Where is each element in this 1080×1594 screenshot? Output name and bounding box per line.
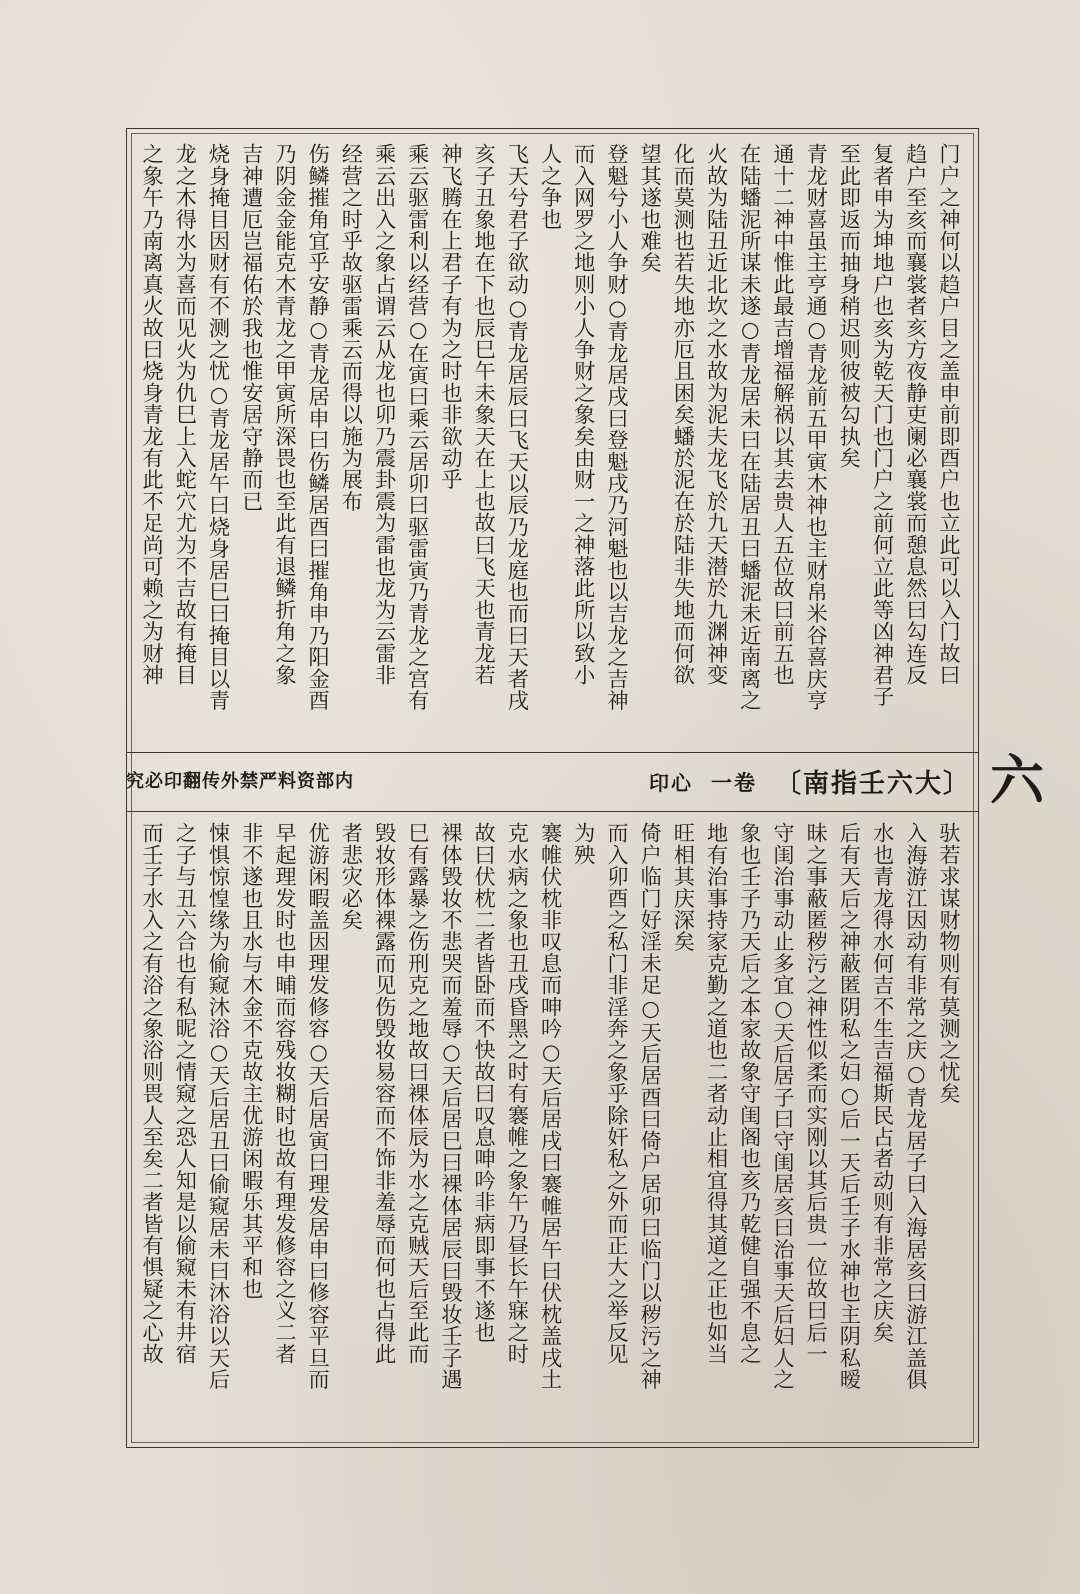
text-column: 神飞腾在上君子有为之时也非欲动乎 [438, 143, 464, 491]
text-column: 亥子丑象地在下也辰巳午未象天在上也故曰飞天也青龙若 [472, 143, 498, 686]
text-column: 火故为陆丑近北坎之水故为泥夫龙飞於九天潜於九渊神变 [704, 143, 730, 686]
xinyin-label: 印心 [648, 771, 693, 795]
text-column: 至此即返而抽身稍迟则彼被勾执矣 [837, 143, 863, 469]
text-column: 青龙财喜虽主亨通○青龙前五甲寅木神也主财帛米谷喜庆亨 [804, 143, 830, 711]
text-column: 优游闲暇盖因理发修容○天后居寅曰理发居申曰修容平旦而 [306, 822, 332, 1390]
text-column: 乘云驱雷利以经营○在寅曰乘云居卯曰驱雷寅乃青龙之宫有 [405, 143, 431, 711]
text-column: 守闺治事动止多宜○天后居子曰守闺居亥曰治事天后妇人之 [770, 822, 796, 1390]
text-column: 褰帷伏枕非叹息而呻吟○天后居戌曰褰帷居午曰伏枕盖戌土 [538, 822, 564, 1390]
text-column: 登魁兮小人争财○青龙居戌曰登魁戌乃河魁也以吉龙之吉神 [604, 143, 630, 711]
text-column: 通十二神中惟此最吉增福解祸以其去贵人五位故曰前五也 [770, 143, 796, 686]
text-column: 之子与丑六合也有私昵之情窥之恐人知是以偷窥未有井宿 [173, 822, 199, 1365]
text-column: 故曰伏枕二者皆卧而不快故曰叹息呻吟非病即事不遂也 [472, 822, 498, 1343]
text-column: 倚户临门好淫未足○天后居酉曰倚户居卯曰临门以秽污之神 [638, 822, 664, 1390]
text-column: 而入网罗之地则小人争财之象矣由财一之神落此所以致小 [571, 143, 597, 686]
text-column: 入海游江因动有非常之庆○青龙居子曰入海居亥曰游江盖俱 [903, 822, 929, 1390]
text-column: 伤鳞摧角宜乎安静○青龙居申曰伤鳞居酉曰摧角申乃阳金酉 [306, 143, 332, 711]
text-column: 望其遂也难矣 [638, 143, 664, 274]
text-column: 化而莫测也若失地亦厄且困矣蟠於泥在於陆非失地而何欲 [671, 143, 697, 686]
text-column: 吉神遭厄岂福佑於我也惟安居守静而已 [239, 143, 265, 512]
text-column: 象也壬子乃天后之本家故象守闺阁也亥乃乾健自强不息之 [737, 822, 763, 1365]
text-column: 而入卯酉之私门非淫奔之象乎除奸私之外而正大之举反见 [604, 822, 630, 1365]
text-column: 龙之木得水为喜而见火为仇巳上入蛇穴尤为不吉故有掩目 [173, 143, 199, 686]
text-column: 旺相其庆深矣 [671, 822, 697, 953]
text-column: 在陆蟠泥所谋未遂○青龙居未曰在陆居丑曰蟠泥未近南离之 [737, 143, 763, 711]
text-column: 裸体毁妆不悲哭而羞辱○天后居巳曰裸体居辰曰毁妆壬子遇 [438, 822, 464, 1390]
page-number: 六 [990, 748, 1044, 812]
text-column: 毁妆形体裸露而见伤毁妆易容而不饰非羞辱而何也占得此 [372, 822, 398, 1365]
text-column: 悚惧惊惶缘为偷窥沐浴○天后居丑曰偷窥居未曰沐浴以天后 [206, 822, 232, 1390]
text-column: 飞天兮君子欲动○青龙居辰曰飞天以辰乃龙庭也而曰天者戌 [505, 143, 531, 711]
text-column: 早起理发时也申晡而容残妆糊时也故有理发修容之义二者 [272, 822, 298, 1365]
text-column: 为殃 [571, 822, 597, 866]
text-column: 人之争也 [538, 143, 564, 230]
text-column: 者悲灾必矣 [339, 822, 365, 931]
text-column: 乃阴金金能克木青龙之甲寅所深畏也至此有退鳞折角之象 [272, 143, 298, 686]
volume-label: 一卷 [710, 769, 757, 795]
book-title: 〔南指壬六大〕 [774, 769, 971, 799]
bottom-text-block [138, 822, 968, 1434]
text-column: 非不遂也且水与木金不克故主优游闲暇乐其平和也 [239, 822, 265, 1300]
text-column: 烧身掩目因财有不测之忧○青龙居午曰烧身居巳曰掩目以青 [206, 143, 232, 711]
book-info [649, 763, 971, 800]
text-column: 之象午乃南离真火故曰烧身青龙有此不足尚可赖之为财神 [140, 143, 166, 686]
center-title-bar [126, 752, 979, 812]
text-column: 昧之事蔽匿秽污之神性似柔而实刚以其后贵一位故曰后一 [804, 822, 830, 1365]
top-text-block [138, 143, 968, 748]
text-column: 驮若求谋财物则有莫测之忧矣 [937, 822, 962, 1105]
text-column: 克水病之象也丑戌昏黑之时有褰帷之象午乃昼长午寐之时 [505, 822, 531, 1365]
text-column: 经营之时乎故驱雷乘云而得以施为展布 [339, 143, 365, 512]
text-column: 门户之神何以趋户目之盖申前即酉户也立此可以入门故曰 [937, 143, 962, 686]
text-column: 地有治事持家克勤之道也二者动止相宜得其道之正也如当 [704, 822, 730, 1365]
text-column: 巳有露暴之伤刑克之地故曰裸体辰为水之克贼天后至此而 [405, 822, 431, 1365]
text-column: 趋户至亥而襄裳者亥方夜静吏阑必襄裳而憩息然曰勾连反 [903, 143, 929, 686]
text-column: 乘云出入之象占谓云从龙也卯乃震卦震为雷也龙为云雷非 [372, 143, 398, 686]
restricted-notice: 究必印翻传外禁严料资部内 [126, 771, 354, 792]
text-column: 水也青龙得水何吉不生吉福斯民占者动则有非常之庆矣 [870, 822, 896, 1343]
text-column: 后有天后之神蔽匿阴私之妇○后一天后壬子水神也主阴私暧 [837, 822, 863, 1390]
text-column: 复者申为坤地户也亥为乾天门也门户之前何立此等凶神君子 [870, 143, 896, 708]
text-column: 而壬子水入之有浴之象浴则畏人至矣二者皆有惧疑之心故 [140, 822, 166, 1365]
